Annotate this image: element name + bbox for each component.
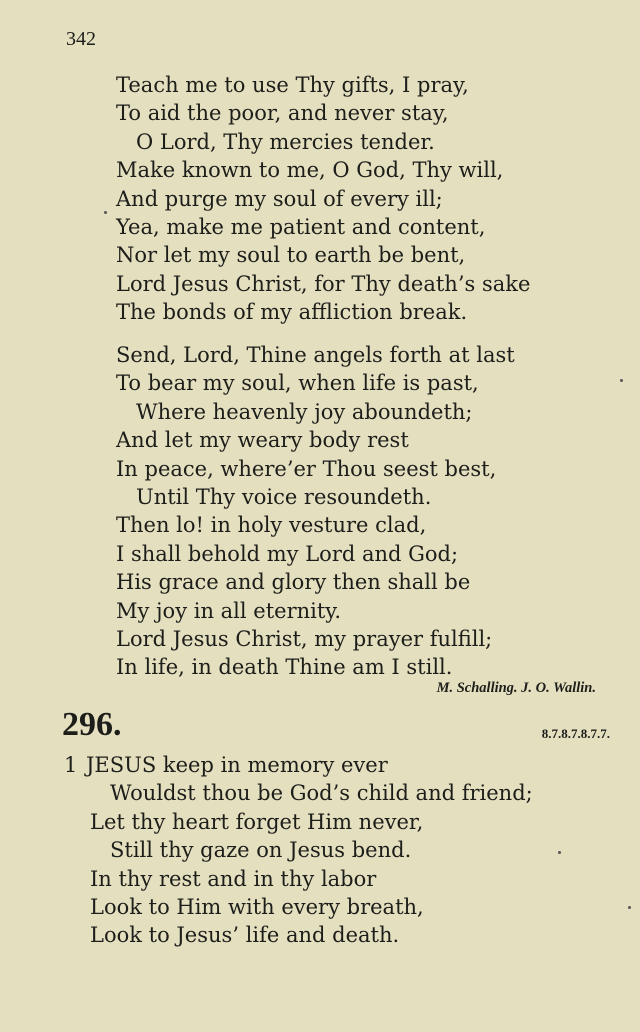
hymn-296-stanza-1 xyxy=(64,751,533,950)
verse-line: O Lord, Thy mercies tender. xyxy=(136,129,435,154)
hymn-meter: 8.7.8.7.8.7.7. xyxy=(541,726,610,741)
verse-line xyxy=(64,751,533,779)
verse-line: Until Thy voice resoundeth. xyxy=(136,485,432,510)
verse-line: Wouldst thou be God’s child and friend; xyxy=(110,781,533,806)
paper-speck xyxy=(628,906,631,909)
verse-line: In thy rest and in thy labor xyxy=(90,866,377,891)
verse-line: Look to Jesus’ life and death. xyxy=(90,923,400,948)
verse-line: Still thy gaze on Jesus bend. xyxy=(110,838,412,863)
verse-line: Let thy heart forget Him never, xyxy=(90,809,424,834)
verse-line: His grace and glory then shall be xyxy=(116,570,471,595)
verse-line-text: JESUS keep in memory ever xyxy=(86,753,388,777)
verse-line: And purge my soul of every ill; xyxy=(116,186,443,211)
paper-speck xyxy=(104,211,107,214)
paper-speck xyxy=(620,379,623,382)
verse-line: My joy in all eternity. xyxy=(116,598,342,623)
verse-line: Look to Him with every breath, xyxy=(90,895,424,920)
stanza-previous-1 xyxy=(116,71,530,327)
page-number: 342 xyxy=(66,28,96,50)
verse-number: 1 xyxy=(64,753,78,777)
stanza-previous-2 xyxy=(116,341,515,682)
verse-line: To aid the poor, and never stay, xyxy=(116,101,449,126)
verse-line: In peace, where’er Thou seest best, xyxy=(116,456,497,481)
verse-line: Lord Jesus Christ, my prayer fulfill; xyxy=(116,627,493,652)
verse-line: In life, in death Thine am I still. xyxy=(116,655,453,680)
verse-line: Then lo! in holy vesture clad, xyxy=(116,513,427,538)
verse-line: And let my weary body rest xyxy=(116,428,409,453)
verse-line: Yea, make me patient and content, xyxy=(116,215,486,240)
verse-line: Send, Lord, Thine angels forth at last xyxy=(116,343,515,367)
verse-line: Nor let my soul to earth be bent, xyxy=(116,243,466,268)
verse-line: Where heavenly joy aboundeth; xyxy=(136,399,473,424)
verse-line: Lord Jesus Christ, for Thy death’s sake xyxy=(116,271,531,296)
verse-line: The bonds of my affliction break. xyxy=(116,300,468,325)
verse-line: Teach me to use Thy gifts, I pray, xyxy=(116,73,469,97)
paper-speck xyxy=(558,851,561,854)
hymn-attribution: M. Schalling. J. O. Wallin. xyxy=(436,680,596,696)
verse-line: To bear my soul, when life is past, xyxy=(116,371,479,396)
verse-line: Make known to me, O God, Thy will, xyxy=(116,158,504,183)
hymn-number: 296. xyxy=(62,706,122,743)
verse-line: I shall behold my Lord and God; xyxy=(116,541,459,566)
